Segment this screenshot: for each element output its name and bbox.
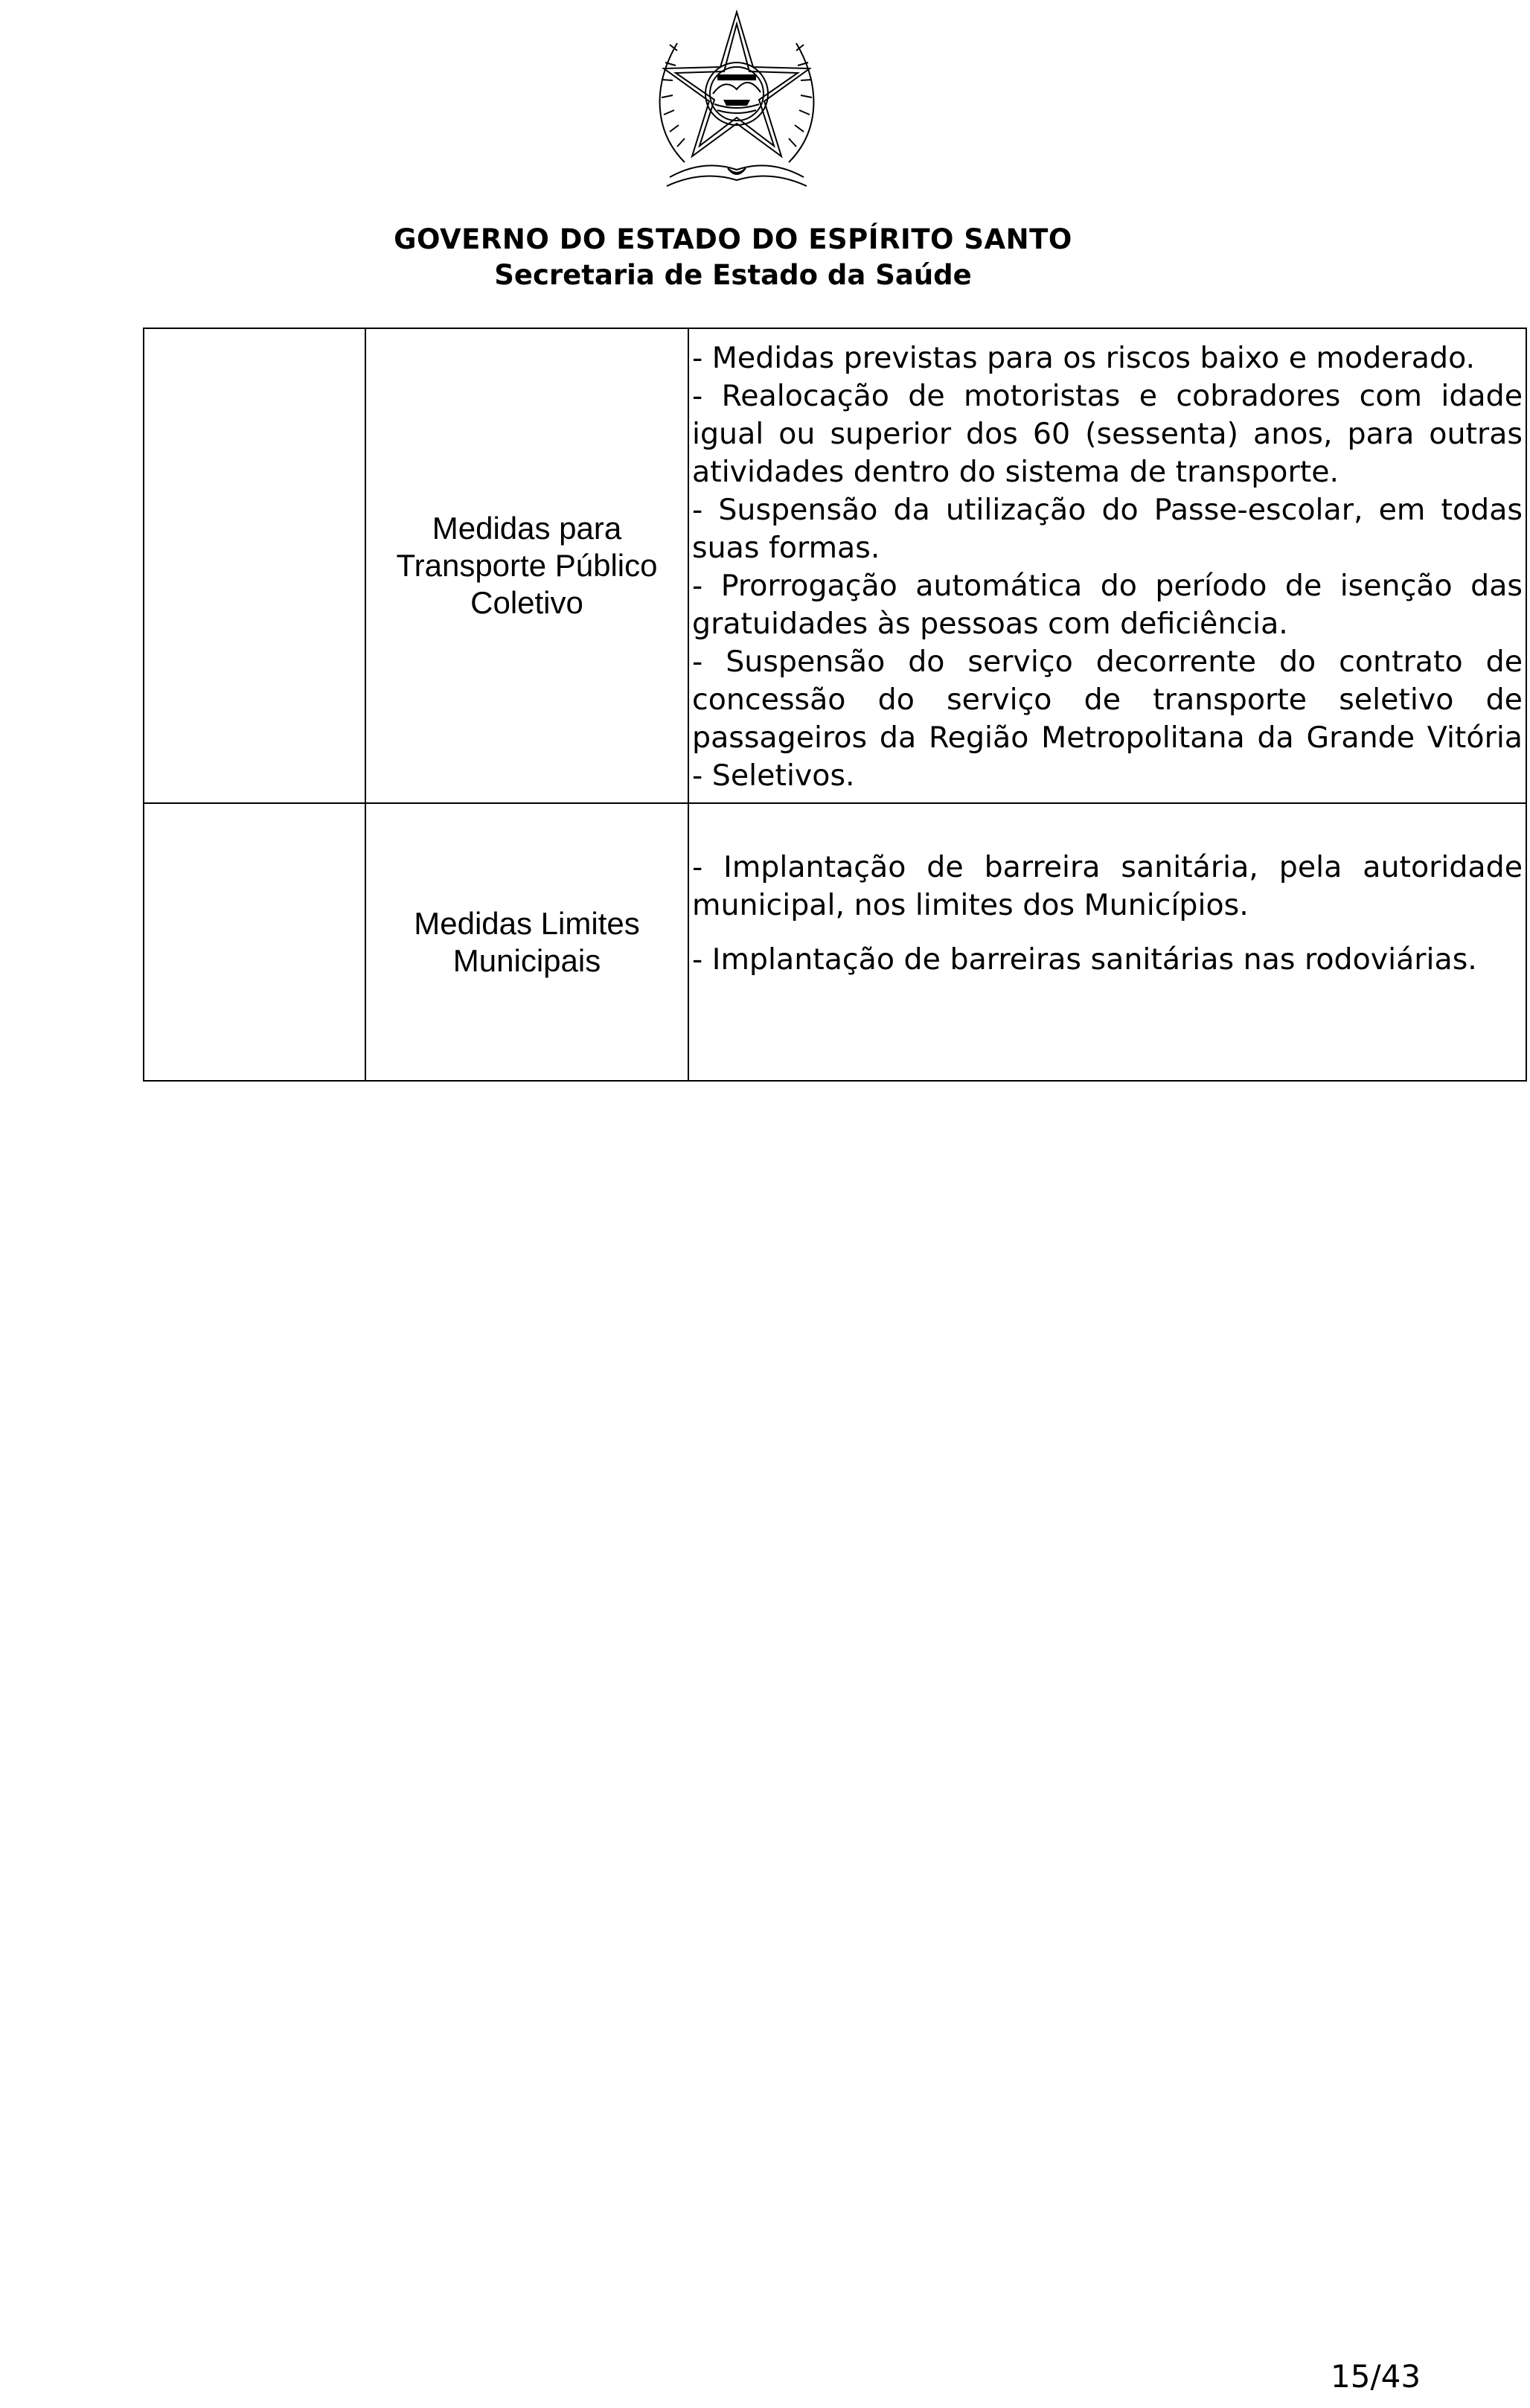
measure-item: - Suspensão do serviço decorrente do contrato de concessão do serviço de transporte seletivo de passageiros da Região Metropolitana da Grande Vitória - Seletivos. — [692, 645, 1523, 793]
measure-item: - Suspensão da utilização do Passe-escolar, em todas suas formas. — [692, 493, 1523, 565]
government-title: GOVERNO DO ESTADO DO ESPÍRITO SANTO — [394, 223, 1072, 255]
page-number: 15/43 — [1331, 2358, 1421, 2395]
category-cell — [144, 328, 365, 803]
measure-item: - Realocação de motoristas e cobradores com idade igual ou superior dos 60 (sessenta) anos, para outras atividades dentro do sistema de transporte. — [692, 379, 1523, 489]
category-cell — [144, 803, 365, 1081]
table-row-public-transport — [144, 328, 1526, 803]
measure-item: - Medidas previstas para os riscos baixo e moderado. — [692, 341, 1476, 375]
table-row-municipal-limits — [144, 803, 1526, 1081]
measure-category-label: Medidas Limites Municipais — [365, 803, 688, 1081]
measure-item: - Implantação de barreira sanitária, pela autoridade municipal, nos limites dos Municípios. — [692, 850, 1523, 922]
secretariat-subtitle: Secretaria de Estado da Saúde — [494, 259, 972, 291]
measure-item: - Implantação de barreiras sanitárias nas rodoviárias. — [692, 942, 1477, 977]
measures-list — [688, 803, 1526, 1081]
state-coat-of-arms-icon — [640, 6, 833, 207]
measures-list — [688, 328, 1526, 803]
measure-item: - Prorrogação automática do período de isenção das gratuidades às pessoas com deficiência. — [692, 569, 1523, 641]
measure-category-label: Medidas para Transporte Público Coletivo — [365, 328, 688, 803]
measures-table — [143, 328, 1527, 1082]
